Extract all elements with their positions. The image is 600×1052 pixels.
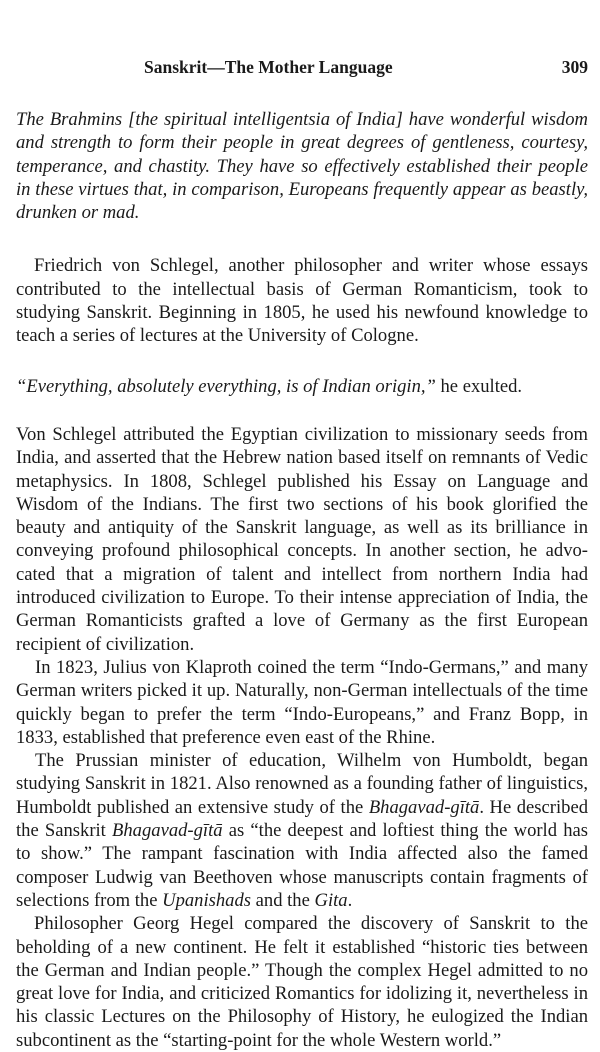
paragraph-klaproth: In 1823, Julius von Klaproth coined the term “Indo-Germans,” and many German writers picked it up. Naturally, non-German intellectuals of the time quickly began to prefer the term “Indo-Europeans,” and Franz Bopp, in 1833, established that preference even east of the Rhine.: [16, 656, 588, 748]
book-title-upanishads: Upanishads: [162, 889, 251, 911]
book-title-gita: Gita: [314, 889, 348, 911]
book-title-bhagavad-gita: Bhagavad-gītā: [112, 820, 223, 842]
body-text: [16, 108, 588, 1052]
paragraph-humboldt: [16, 749, 588, 912]
running-head: [16, 57, 588, 81]
humboldt-text-4: and the: [251, 889, 315, 911]
schlegel-quote: “Everything, absolutely everything, is of Indian origin,”: [16, 375, 436, 397]
book-title-bhagavad-gita: Bhagavad-gītā: [368, 796, 480, 818]
paragraph-hegel: Philosopher Georg Hegel compared the discovery of Sanskrit to the beholding of a new continent. He felt it established “historic ties between the German and Indian people.” Though the complex Hegel admitted to no great love for India, and criticized Romantics for idolizing it, nevertheless in his classic Lectures on the Philosophy of History, he eulogized the Indian subcontinent as the “starting-point for the whole Western world.”: [16, 913, 588, 1051]
paragraph-schlegel-quote: [16, 375, 588, 398]
humboldt-text-3: as “the deepest and loftiest thing the world has to show.” The rampant fascination with India affected also the famed composer Ludwig van Beethoven whose manuscripts contain fragments of selections from the: [16, 820, 588, 911]
paragraph-schlegel-intro: Friedrich von Schlegel, another philosopher and writer whose essays contributed to the intellectual basis of German Romanticism, took to studying Sanskrit. Beginning in 1805, he used his newfound knowledge to teach a series of lectures at the University of Cologne.: [16, 255, 588, 347]
humboldt-text-1: The Prussian minister of education, Wilhelm von Humboldt, began studying Sanskrit in 1821. Also renowned as a founding father of linguistics, Humboldt published an extensive study of the: [16, 750, 588, 818]
running-title: Sanskrit—The Mother Language: [144, 57, 393, 77]
schlegel-quote-attribution: he exulted.: [435, 375, 523, 397]
block-quote: The Brahmins [the spiritual intelligentsia of India] have wonderful wisdom and strength to form their people in great degrees of gentleness, courtesy, temperance, and chastity. They have so effectively established their people in these virtues that, in comparison, Europeans frequently appear as beastly, drunken or mad.: [16, 109, 588, 224]
page-number: 309: [561, 57, 588, 77]
humboldt-text-5: .: [347, 889, 353, 911]
humboldt-text-2: . He described the Sanskrit: [16, 796, 588, 842]
paragraph-von-schlegel: Von Schlegel attributed the Egyptian civilization to missionary seeds from India, and asserted that the Hebrew nation based itself on remnants of Vedic metaphysics. In 1808, Schlegel published his Essay on Language and Wisdom of the Indians. The first two sections of his book glorified the beauty and antiquity of the Sanskrit language, as well as its brilliance in conveying profound philosophical concepts. In another section, he advocated that a migration of talent and intellect from northern India had introduced civilization to Europe. To their intense appreciation of India, the German Romanticists grafted a love of Germany as the first European recipient of civilization.: [16, 423, 588, 655]
book-page: [16, 0, 588, 1051]
